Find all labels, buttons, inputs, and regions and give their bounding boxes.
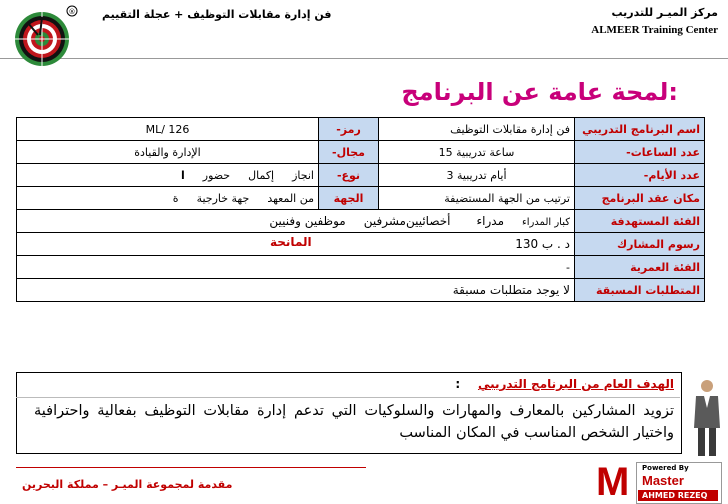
row-value-2 <box>17 164 319 187</box>
option-text: انجاز <box>292 168 314 182</box>
option-text: مدراء <box>476 214 504 228</box>
option-text: ا <box>180 168 185 182</box>
table-row <box>17 279 705 302</box>
center-name-ar: مركز الميـر للتدريب <box>611 6 718 19</box>
brand-name: Master <box>642 473 684 488</box>
option-text: إكمال <box>248 168 275 182</box>
table-row <box>17 187 705 210</box>
header-divider <box>0 58 728 59</box>
row-value: أيام تدريبية 3 <box>379 164 575 187</box>
objective-text: تزويد المشاركين بالمعارف والمهارات والسلوكيات التي تدعم إدارة مقابلات التوظيف بفعالية واحترافية واختيار الشخص المناسب في المكان المناسب <box>34 403 674 441</box>
row-value <box>17 210 575 233</box>
master-logo-letter: M <box>596 460 630 504</box>
row-label: اسم البرنامج التدريبي <box>575 118 705 141</box>
row-label: مكان عقد البرنامج <box>575 187 705 210</box>
document-title: فن إدارة مقابلات التوظيف + عجلة التقييم <box>102 8 332 21</box>
row-label: الفئة العمرية <box>575 256 705 279</box>
row-mid-label: مجال- <box>319 141 379 164</box>
row-label: المتطلبات المسبقة <box>575 279 705 302</box>
table-row <box>17 164 705 187</box>
row-value: ساعة تدريبية 15 <box>379 141 575 164</box>
row-label: الفئة المستهدفة <box>575 210 705 233</box>
row-value: لا يوجد متطلبات مسبقة <box>17 279 575 302</box>
powered-by-text: Powered By <box>642 464 689 472</box>
row-value-2: ML/ 126 <box>17 118 319 141</box>
objective-divider <box>16 397 680 398</box>
option-text: موظفين وفنيين <box>269 214 346 228</box>
option-text: كبار المدراء <box>522 217 570 228</box>
registered-mark: ® <box>68 8 76 16</box>
row-value-2: الإدارة والقيادة <box>17 141 319 164</box>
program-info-table <box>16 117 705 302</box>
row-mid-label: الجهة <box>319 187 379 210</box>
powered-by-badge <box>596 462 724 502</box>
presenter-name: AHMED REZEQ <box>642 491 708 500</box>
footer-text: مقدمة لمجموعة الميـر – مملكة البحرين <box>22 478 233 491</box>
row-mid-label: رمز- <box>319 118 379 141</box>
objective-colon: : <box>455 377 461 391</box>
row-mid-label: نوع- <box>319 164 379 187</box>
row-label: رسوم المشارك <box>575 233 705 256</box>
grantor-overlay-label: المانحة <box>270 235 312 249</box>
objective-heading: الهدف العام من البرنامج التدريبي <box>477 377 674 391</box>
option-text: أخصائيين <box>405 214 451 228</box>
option-text: ة <box>172 191 179 205</box>
presenter-figure <box>690 378 724 458</box>
objective-heading-row <box>455 377 674 391</box>
option-text: حضور <box>202 168 231 182</box>
row-label: عدد الساعات- <box>575 141 705 164</box>
row-value: ترتيب من الجهة المستضيفة <box>379 187 575 210</box>
option-text: مشرفين <box>363 214 406 228</box>
table-row <box>17 233 705 256</box>
row-value: - <box>17 256 575 279</box>
table-row <box>17 118 705 141</box>
option-text: جهة خارجية <box>196 191 250 205</box>
table-row <box>17 141 705 164</box>
table-row <box>17 210 705 233</box>
row-value: د . ب 130 <box>17 233 575 256</box>
row-value: فن إدارة مقابلات التوظيف <box>379 118 575 141</box>
row-label: عدد الأيام- <box>575 164 705 187</box>
table-row <box>17 256 705 279</box>
option-text: من المعهد <box>267 191 314 205</box>
center-name-en: ALMEER Training Center <box>591 24 718 36</box>
overview-title: :لمحة عامة عن البرنامج <box>401 78 678 106</box>
footer-divider <box>16 467 366 468</box>
target-logo <box>8 3 80 67</box>
row-value-2 <box>17 187 319 210</box>
